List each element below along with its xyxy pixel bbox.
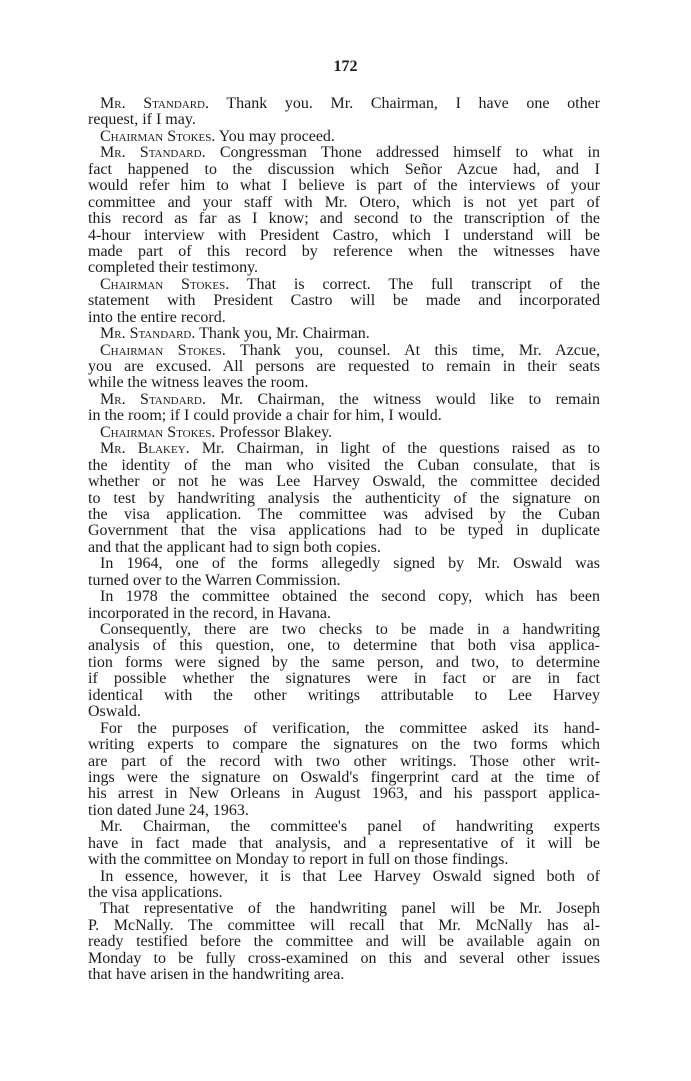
line-text: P. McNally. The committee will recall that Mr. McNally has al- [88,916,600,934]
text-line [88,392,600,408]
line-text: while the witness leaves the room. [88,374,309,392]
paragraph [88,721,600,820]
text-line [88,441,600,457]
text-line [88,770,600,786]
line-text: and that the applicant had to sign both copies. [88,538,381,556]
line-text: Government that the visa applications had to be typed in duplicate [88,522,600,540]
text-line [88,885,600,901]
paragraph [88,441,600,556]
line-text: the identity of the man who visited the Cuban consulate, that is [88,456,600,474]
text-line [88,162,600,178]
paragraph [88,819,600,868]
text-line [88,195,600,211]
line-text: committee and your staff with Mr. Otero, which is not yet part of [88,193,600,211]
line-text: That representative of the handwriting panel will be Mr. Joseph [100,900,600,918]
line-text: writing experts to compare the signatures on the two forms which [88,736,600,754]
line-text: would refer him to what I believe is part of the interviews of your [88,177,600,195]
text-line [88,277,600,293]
text-line [88,375,600,391]
line-text: ings were the signature on Oswald's fingerprint card at the time of [88,768,600,786]
text-line [88,458,600,474]
line-text: that have arisen in the handwriting area. [88,966,345,984]
line-text: to test by handwriting analysis the authenticity of the signature on [88,489,600,507]
text-line [88,671,600,687]
text-line [88,754,600,770]
text-line [88,836,600,852]
line-text: Congressman Thone addressed himself to what in [219,144,600,162]
text-line [88,359,600,375]
line-text: into the entire record. [88,308,226,326]
speaker-name: Chairman Stokes. [100,275,230,293]
line-text: incorporated in the record, in Havana. [88,604,332,622]
text-line [88,951,600,967]
line-text: For the purposes of verification, the committee asked its hand- [100,719,600,737]
text-line [88,523,600,539]
text-line [88,573,600,589]
speaker-name: Mr. Standard. [100,95,209,112]
text-line [88,655,600,671]
line-text: if possible whether the signatures were in fact or are in fact [88,670,600,688]
paragraph [88,129,600,145]
text-line [88,408,600,424]
line-text: have in fact made that analysis, and a representative of it will be [88,834,600,852]
line-text: the visa applications. [88,884,223,901]
text-line [88,967,600,983]
text-line [88,293,600,309]
text-line [88,244,600,260]
line-text: this record as far as I know; and second to the transcription of the [88,210,600,228]
line-text: turned over to the Warren Commission. [88,571,341,589]
text-line [88,556,600,572]
speaker-name: Mr. Standard. [100,144,206,162]
page-number: 172 [333,58,358,75]
speaker-name: Mr. Standard. [100,390,206,408]
text-line [88,343,600,359]
text-line [88,507,600,523]
line-text: tion dated June 24, 1963. [88,801,249,819]
line-text: Mr. Chairman, the committee's panel of handwriting experts [100,818,600,836]
line-text: with the committee on Monday to report in full on those findings. [88,851,509,869]
line-text: statement with President Castro will be made and incorporated [88,292,600,310]
paragraph [88,392,600,425]
line-text: in the room; if I could provide a chair for him, I would. [88,407,442,425]
line-text: In 1964, one of the forms allegedly signed by Mr. Oswald was [100,555,600,573]
document-body [88,96,600,984]
line-text: identical with the other writings attributable to Lee Harvey [88,686,600,704]
line-text: the visa application. The committee was advised by the Cuban [88,505,600,523]
line-text: Mr. Chairman, in light of the questions raised as to [201,440,600,458]
line-text: Thank you, Mr. Chairman. [199,325,370,343]
line-text: his arrest in New Orleans in August 1963, and his passport applica- [88,785,600,803]
line-text: request, if I may. [88,111,196,129]
line-text: tion forms were signed by the same person, and two, to determine [88,653,600,671]
line-text: You may proceed. [218,127,335,145]
line-text: Monday to be fully cross-examined on this and several other issues [88,949,600,967]
text-line [88,638,600,654]
paragraph [88,96,600,129]
paragraph [88,425,600,441]
text-line [88,310,600,326]
paragraph [88,869,600,902]
text-line [88,704,600,720]
text-line [88,129,600,145]
speaker-name: Chairman Stokes. [100,127,216,145]
text-line [88,934,600,950]
line-text: completed their testimony. [88,259,259,277]
text-line [88,145,600,161]
paragraph [88,326,600,342]
line-text: whether or not he was Lee Harvey Oswald, the committee decided [88,473,600,491]
text-line [88,491,600,507]
text-line [88,540,600,556]
line-text: Thank you. Mr. Chairman, I have one other [226,95,600,112]
line-text: ready testified before the committee and will be available again on [88,933,600,951]
paragraph [88,901,600,983]
line-text: Consequently, there are two checks to be made in a handwriting [100,621,600,638]
text-line [88,688,600,704]
speaker-name: Mr. Blakey. [100,440,190,458]
text-line [88,721,600,737]
text-line [88,228,600,244]
text-line [88,737,600,753]
paragraph [88,556,600,589]
text-line [88,869,600,885]
paragraph [88,589,600,622]
speaker-name: Chairman Stokes. [100,341,226,359]
line-text: are part of the record with two other writings. Those other writ- [88,752,600,770]
line-text: That is correct. The full transcript of the [246,275,601,293]
paragraph [88,622,600,721]
text-line [88,260,600,276]
text-line [88,803,600,819]
text-line [88,211,600,227]
text-line [88,96,600,112]
text-line [88,606,600,622]
text-line [88,326,600,342]
speaker-name: Chairman Stokes. [100,423,216,441]
line-text: Mr. Chairman, the witness would like to remain [220,390,601,408]
line-text: In essence, however, it is that Lee Harvey Oswald signed both of [100,867,600,885]
text-line [88,589,600,605]
line-text: analysis of this question, one, to determine that both visa applica- [88,637,600,655]
line-text: In 1978 the committee obtained the second copy, which has been [100,588,600,606]
text-line [88,786,600,802]
line-text: you are excused. All persons are requested to remain in their seats [88,358,600,375]
line-text: Thank you, counsel. At this time, Mr. Azcue, [239,341,601,359]
line-text: 4-hour interview with President Castro, which I understand will be [88,226,600,244]
text-line [88,622,600,638]
text-line [88,918,600,934]
line-text: Professor Blakey. [219,423,333,441]
paragraph [88,145,600,277]
text-line [88,819,600,835]
paragraph [88,343,600,392]
text-line [88,852,600,868]
paragraph [88,277,600,326]
line-text: fact happened to the discussion which Señor Azcue had, and I [88,160,600,178]
line-text: made part of this record by reference when the witnesses have [88,242,600,260]
text-line [88,178,600,194]
text-line [88,474,600,490]
text-line [88,112,600,128]
line-text: Oswald. [88,703,141,721]
text-line [88,901,600,917]
speaker-name: Mr. Standard. [100,325,196,343]
text-line [88,425,600,441]
